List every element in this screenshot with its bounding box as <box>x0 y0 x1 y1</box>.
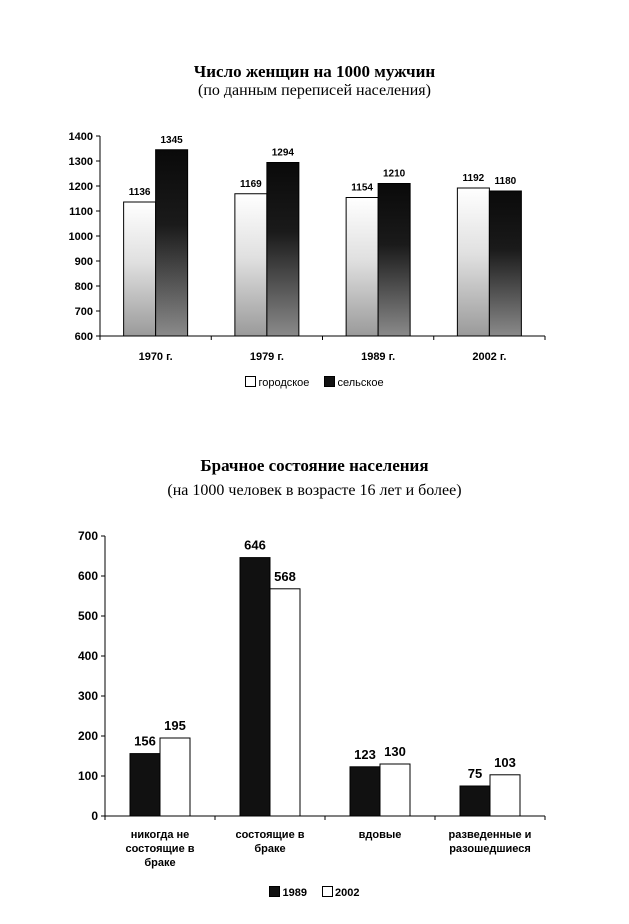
chart1-subtitle: (по данным переписей населения) <box>198 82 431 99</box>
bar-2002 <box>380 764 410 816</box>
data-label: 646 <box>244 537 266 553</box>
bar-городское <box>457 188 489 336</box>
x-category-label: вдовые <box>358 829 402 841</box>
y-tick-label: 100 <box>77 769 98 783</box>
x-category-label: браке <box>254 843 286 855</box>
legend-label-1989: 1989 <box>282 887 307 899</box>
legend-swatch-urban <box>245 376 256 387</box>
y-tick-label: 1400 <box>68 131 93 143</box>
chart2-plot <box>0 520 629 900</box>
bar-городское <box>235 194 267 336</box>
legend-label-urban: городское <box>258 377 310 389</box>
y-tick-label: 700 <box>77 529 98 543</box>
legend-swatch-1989 <box>269 886 280 897</box>
chart1-legend <box>0 376 629 389</box>
x-category-label: 1970 г. <box>138 351 173 363</box>
bar-городское <box>346 198 378 337</box>
y-tick-label: 700 <box>74 306 93 318</box>
y-tick-label: 1200 <box>68 181 93 193</box>
x-category-label: 1989 г. <box>361 351 396 363</box>
bar-сельское <box>156 150 188 336</box>
bar-сельское <box>267 163 299 337</box>
legend-item-2002 <box>322 886 359 899</box>
chart-women-per-1000-men <box>0 0 629 420</box>
data-label: 75 <box>467 766 483 781</box>
y-tick-label: 1000 <box>68 231 93 243</box>
chart2-title: Брачное состояние населения <box>200 456 429 475</box>
bar-сельское <box>378 184 410 337</box>
y-tick-label: 800 <box>74 281 93 293</box>
legend-item-urban <box>245 376 309 389</box>
x-category-label: браке <box>144 857 176 869</box>
bar-сельское <box>489 191 521 336</box>
chart1-plot <box>0 120 629 380</box>
x-category-label: разведенные и <box>448 829 532 841</box>
x-category-label: 1979 г. <box>249 351 284 363</box>
y-tick-label: 900 <box>74 256 93 268</box>
y-tick-label: 1100 <box>69 206 93 218</box>
legend-label-2002: 2002 <box>335 887 360 899</box>
data-label: 1154 <box>351 182 373 194</box>
legend-swatch-2002 <box>322 886 333 897</box>
legend-item-1989 <box>269 886 306 899</box>
bar-1989 <box>350 767 380 816</box>
bar-1989 <box>460 786 490 816</box>
data-label: 1136 <box>128 187 151 198</box>
bar-1989 <box>130 754 160 816</box>
y-tick-label: 1300 <box>68 156 93 168</box>
y-tick-label: 400 <box>77 649 98 663</box>
x-category-label: 2002 г. <box>472 351 507 363</box>
bar-городское <box>124 202 156 336</box>
data-label: 1345 <box>160 134 183 146</box>
data-label: 1169 <box>240 178 262 190</box>
legend-swatch-rural <box>324 376 335 387</box>
data-label: 130 <box>384 744 406 759</box>
data-label: 568 <box>274 568 296 584</box>
y-tick-label: 200 <box>77 729 98 743</box>
bar-2002 <box>490 775 520 816</box>
data-label: 156 <box>134 733 156 749</box>
chart2-subtitle: (на 1000 человек в возрасте 16 лет и более) <box>167 482 462 499</box>
data-label: 195 <box>164 718 186 733</box>
data-label: 123 <box>354 746 376 762</box>
x-category-label: никогда не <box>130 829 190 841</box>
data-label: 1210 <box>383 168 406 180</box>
bar-1989 <box>240 558 270 816</box>
x-category-label: состоящие в <box>125 843 195 855</box>
data-label: 103 <box>494 754 516 770</box>
data-label: 1180 <box>494 176 517 187</box>
data-label: 1192 <box>462 173 485 184</box>
x-category-label: состоящие в <box>235 829 305 841</box>
chart1-title: Число женщин на 1000 мужчин <box>193 62 436 81</box>
data-label: 1294 <box>271 147 294 159</box>
chart2-legend <box>0 886 629 899</box>
chart-marital-status <box>0 440 629 924</box>
x-category-label: разошедшиеся <box>449 843 531 855</box>
y-tick-label: 300 <box>77 689 98 703</box>
bar-2002 <box>160 738 190 816</box>
legend-label-rural: сельское <box>337 377 384 389</box>
y-tick-label: 600 <box>74 331 93 343</box>
y-tick-label: 0 <box>91 809 98 823</box>
legend-item-rural <box>324 376 383 389</box>
y-tick-label: 600 <box>77 569 98 583</box>
y-tick-label: 500 <box>77 609 98 623</box>
bar-2002 <box>270 589 300 816</box>
